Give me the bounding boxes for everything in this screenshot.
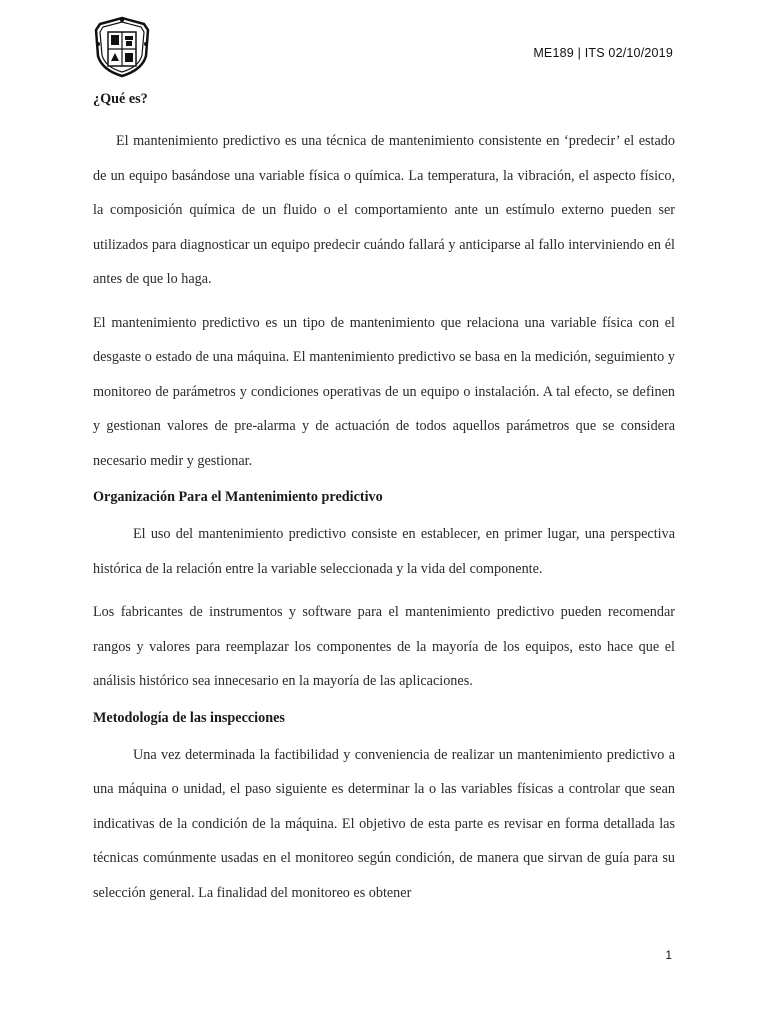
paragraph-organizacion-2: Los fabricantes de instrumentos y software para el mantenimiento predictivo pueden recomendar rangos y valores para reemplazar los componentes de la mayoría de los equipos, esto hace que el análisis histórico sea innecesario en la mayoría de las aplicaciones. bbox=[93, 604, 675, 689]
document-reference: ME189 | ITS 02/10/2019 bbox=[533, 46, 673, 60]
page-number: 1 bbox=[665, 948, 672, 962]
paragraph-que-es-1: El mantenimiento predictivo es una técnica de mantenimiento consistente en ‘predecir’ el estado de un equipo basándose una variable física o química. La temperatura, la vibración, el aspecto físico, la composición química de un fluido o el comportamiento ante un estímulo externo pueden ser utilizados para diagnosticar un equipo predecir cuándo fallará y anticiparse al fallo interviniendo en él antes de que lo haga. bbox=[93, 133, 675, 287]
paragraph-que-es-2: El mantenimiento predictivo es un tipo de mantenimiento que relaciona una variable física con el desgaste o estado de una máquina. El mantenimiento predictivo se basa en la medición, seguimiento y monitoreo de parámetros y condiciones operativas de un equipo o instalación. A tal efecto, se definen y gestionan valores de pre-alarma y de actuación de todos aquellos parámetros que se considera necesario medir y gestionar. bbox=[93, 314, 675, 469]
section-heading-que-es: ¿Qué es? bbox=[93, 91, 148, 107]
document-body bbox=[93, 86, 675, 910]
section-heading-metodologia: Metodología de las inspecciones bbox=[93, 709, 285, 726]
section-heading-organizacion: Organización Para el Mantenimiento predictivo bbox=[93, 489, 383, 505]
institution-logo bbox=[92, 16, 152, 78]
paragraph-organizacion-1: El uso del mantenimiento predictivo consiste en establecer, en primer lugar, una perspectiva histórica de la relación entre la variable seleccionada y la vida del componente. bbox=[93, 526, 675, 577]
paragraph-metodologia-1: Una vez determinada la factibilidad y conveniencia de realizar un mantenimiento predictivo a una máquina o unidad, el paso siguiente es determinar la o las variables físicas a controlar que sean indicativas de la condición de la máquina. El objetivo de esta parte es revisar en forma detallada las técnicas comúnmente usadas en el monitoreo según condición, de manera que sirvan de guía para su selección general. La finalidad del monitoreo es obtener bbox=[93, 746, 675, 901]
